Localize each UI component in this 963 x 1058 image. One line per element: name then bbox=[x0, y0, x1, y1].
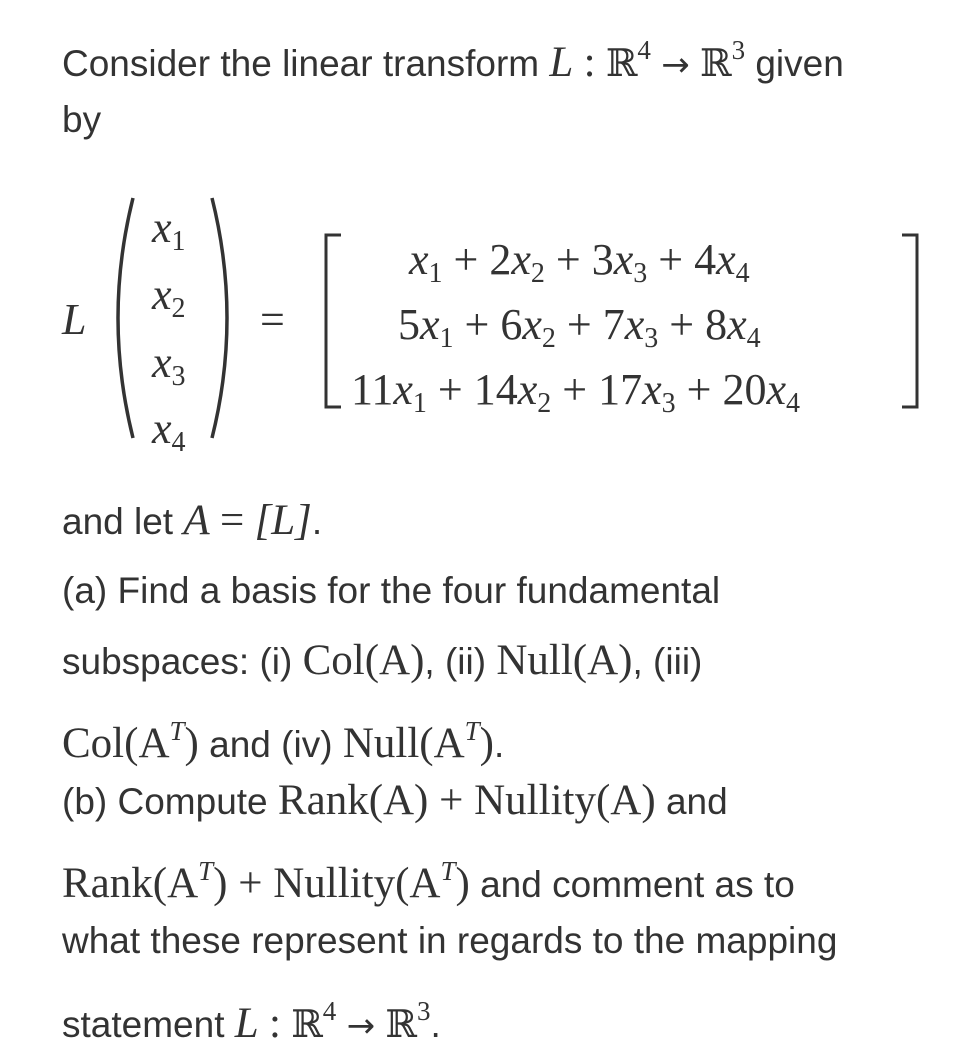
part-b-line-2 bbox=[62, 848, 795, 908]
output-row: $x_1 + 2x_2 + 3x_3 + 4x_4$ bbox=[409, 235, 750, 289]
left-paren bbox=[118, 198, 133, 438]
intro-by: by bbox=[62, 99, 102, 140]
part-a-subspaces-label: subspaces: (i) bbox=[62, 641, 293, 682]
part-b-line-1 bbox=[62, 778, 728, 825]
equals-sign: = bbox=[260, 295, 285, 344]
part-b-comment: and comment as to bbox=[480, 864, 795, 905]
null-AT: $Null(A^T)$ bbox=[342, 716, 494, 767]
codomain-exponent: 3 bbox=[731, 35, 746, 65]
part-a-sep-2: , (iii) bbox=[632, 641, 703, 682]
let-line bbox=[62, 498, 322, 545]
matrix-A: A bbox=[183, 497, 210, 544]
codomain-set: ℝ bbox=[699, 41, 732, 85]
output-row: $5x_1 + 6x_2 + 7x_3 + 8x_4$ bbox=[398, 300, 761, 354]
part-a-sep-1: , (ii) bbox=[424, 641, 487, 682]
colon-2: : bbox=[268, 1000, 281, 1047]
part-b-text-3: what these represent in regards to the mapping bbox=[62, 920, 838, 961]
vector-entry: $x_3$ bbox=[152, 338, 186, 392]
col-A: Col(A) bbox=[302, 637, 425, 684]
part-b-line-3 bbox=[62, 918, 837, 964]
map-symbol-L: L bbox=[549, 39, 574, 86]
map-symbol-L-2: L bbox=[234, 1000, 259, 1047]
arrow-icon: → bbox=[661, 45, 690, 85]
right-paren bbox=[212, 198, 227, 438]
lhs-L: L bbox=[62, 295, 87, 344]
intro-given: given bbox=[755, 43, 844, 84]
codomain-exponent-2: 3 bbox=[416, 996, 431, 1026]
bracket-L: [L] bbox=[254, 497, 312, 544]
part-a-line-1 bbox=[62, 568, 720, 614]
part-a-line-3 bbox=[62, 708, 504, 768]
domain-exponent-2: 4 bbox=[322, 996, 337, 1026]
domain-set: ℝ bbox=[605, 41, 638, 85]
part-a-line-2 bbox=[62, 638, 702, 685]
colon: : bbox=[583, 39, 596, 86]
intro-line-1 bbox=[62, 27, 844, 88]
arrow-icon-2: → bbox=[346, 1006, 376, 1046]
intro-text: Consider the linear transform bbox=[62, 43, 540, 84]
part-b-and: and bbox=[665, 781, 728, 822]
let-text: and let bbox=[62, 501, 174, 542]
intro-line-2 bbox=[62, 97, 101, 143]
null-A: Null(A) bbox=[496, 637, 633, 684]
let-equals: = bbox=[219, 497, 245, 544]
right-square-bracket bbox=[902, 235, 917, 407]
rank-nullity-A: Rank(A) + Nullity(A) bbox=[277, 777, 656, 824]
col-AT: $Col(A^T)$ bbox=[62, 716, 199, 767]
domain-exponent: 4 bbox=[637, 35, 651, 65]
part-a-period: . bbox=[494, 724, 505, 765]
part-a-text-1: (a) Find a basis for the four fundamental bbox=[62, 570, 721, 611]
part-b-statement: statement bbox=[62, 1004, 225, 1045]
domain-set-2: ℝ bbox=[291, 1002, 323, 1046]
codomain-set-2: ℝ bbox=[385, 1002, 417, 1046]
part-b-line-4 bbox=[62, 988, 441, 1049]
vector-entry: $x_2$ bbox=[152, 270, 186, 324]
vector-entry: $x_1$ bbox=[152, 203, 186, 257]
rank-nullity-AT: $Rank(A^T)$ + $Nullity(A^T)$ bbox=[62, 856, 470, 907]
let-period: . bbox=[311, 501, 323, 542]
part-a-and-iv: and (iv) bbox=[209, 724, 333, 765]
left-square-bracket bbox=[326, 235, 341, 407]
final-period: . bbox=[430, 1004, 441, 1045]
output-row: $11x_1 + 14x_2 + 17x_3 + 20x_4$ bbox=[351, 365, 800, 419]
part-b-compute: (b) Compute bbox=[62, 781, 268, 822]
vector-entry: $x_4$ bbox=[152, 404, 186, 458]
